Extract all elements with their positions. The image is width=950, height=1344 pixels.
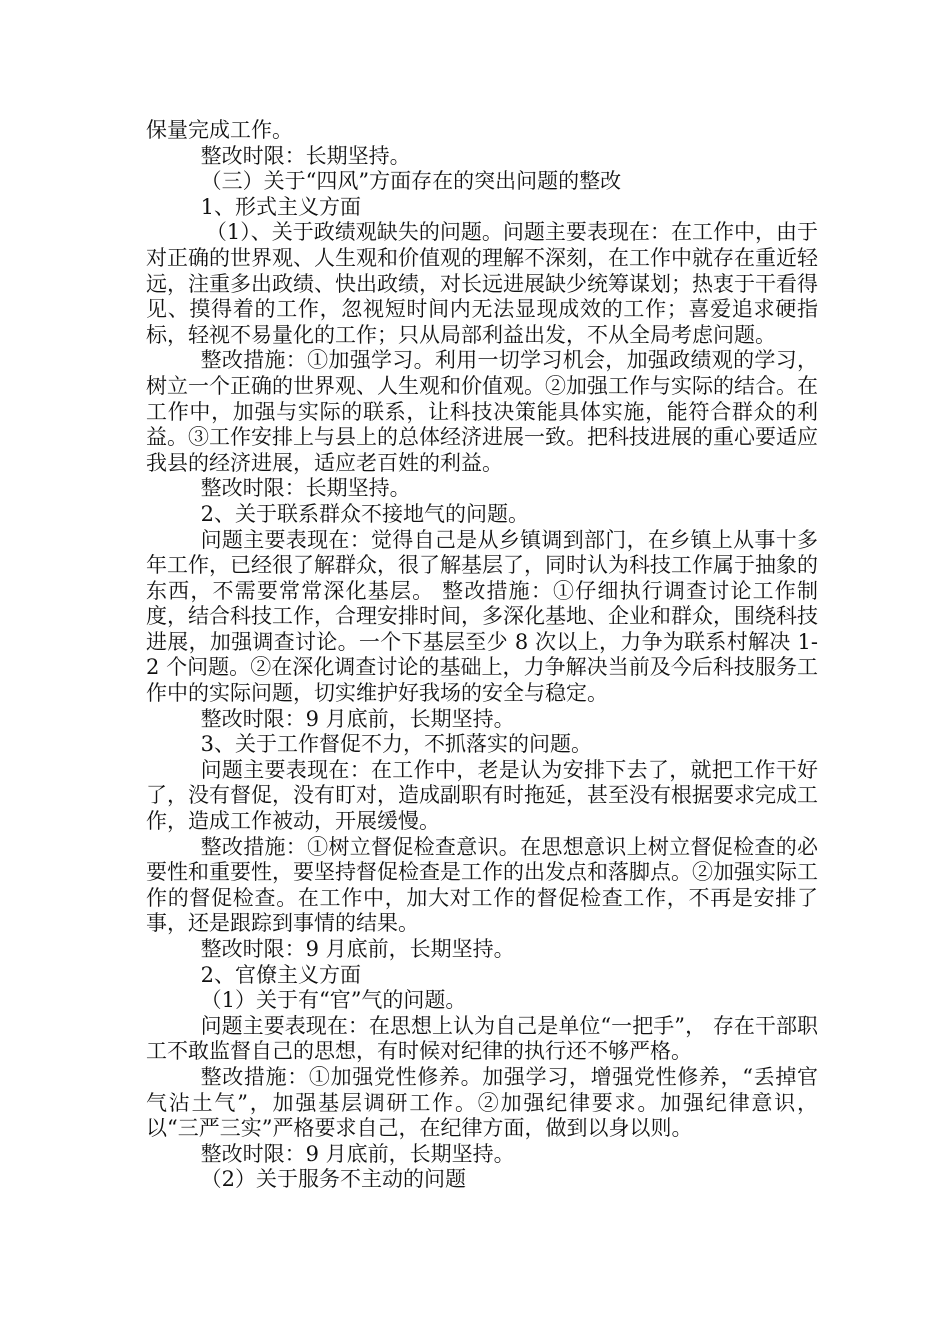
paragraph: （1）、关于政绩观缺失的问题。问题主要表现在：在工作中，由于对正确的世界观、人生观和价值观的理解不深刻，在工作中就存在重近轻远，注重多出政绩、快出政绩，对长远进展缺少统筹谋划；热衷于干看得见、摸得着的工作，忽视短时间内无法显现成效的工作；喜爱追求硬指标，轻视不易量化的工作；只从局部利益出发，不从全局考虑问题。 <box>146 220 818 347</box>
paragraph: 整改时限：9 月底前，长期坚持。 <box>200 706 515 731</box>
subsection-heading: （1）关于有“官”气的问题。 <box>200 988 467 1013</box>
subsection-heading: 1、形式主义方面 <box>200 194 361 219</box>
paragraph: 整改时限：长期坚持。 <box>200 143 411 168</box>
paragraph: 整改措施：①加强学习。利用一切学习机会，加强政绩观的学习，树立一个正确的世界观、人生观和价值观。②加强工作与实际的结合。在工作中，加强与实际的联系，让科技决策能具体实施，能符合群众的利益。③工作安排上与县上的总体经济进展一致。把科技进展的重心要适应我县的经济进展，适应老百姓的利益。 <box>146 348 818 475</box>
section-heading: （三）关于“四风”方面存在的突出问题的整改 <box>200 169 622 194</box>
paragraph: 整改措施：①加强党性修养。加强学习，增强党性修养，“丢掉官气沾土气”，加强基层调研工作。②加强纪律要求。加强纪律意识，以“三严三实”严格要求自己，在纪律方面，做到以身以则。 <box>146 1064 818 1141</box>
paragraph: 整改时限：长期坚持。 <box>200 476 411 501</box>
paragraph: 问题主要表现在：觉得自己是从乡镇调到部门，在乡镇上从事十多年工作，已经很了解群众，很了解基层了，同时认为科技工作属于抽象的东西，不需要常常深化基层。 整改措施：①仔细执行调查讨论工作制度，结合科技工作，合理安排时间，多深化基地、企业和群众，围绕科技进展，加强调查讨论。一个下基层至少 8 次以上，力争为联系村解决 1-2 个问题。②在深化调查讨论的基础上，力争解决当前及今后科技服务工作中的实际问题，切实维护好我场的安全与稳定。 <box>146 527 818 706</box>
document-body <box>146 118 818 1193</box>
paragraph: 整改措施：①树立督促检查意识。在思想意识上树立督促检查的必要性和重要性，要坚持督促检查是工作的出发点和落脚点。②加强实际工作的督促检查。在工作中，加大对工作的督促检查工作，不再是安排了事，还是跟踪到事情的结果。 <box>146 834 818 936</box>
paragraph: 整改时限：9 月底前，长期坚持。 <box>200 1141 515 1166</box>
paragraph: 问题主要表现在：在思想上认为自己是单位“一把手”， 存在干部职工不敢监督自己的思想，有时候对纪律的执行还不够严格。 <box>146 1013 818 1064</box>
subsection-heading: 2、关于联系群众不接地气的问题。 <box>200 501 529 526</box>
paragraph: 保量完成工作。 <box>146 118 293 142</box>
subsection-heading: 3、关于工作督促不力，不抓落实的问题。 <box>200 732 592 757</box>
paragraph: 整改时限：9 月底前，长期坚持。 <box>200 937 515 961</box>
paragraph: 问题主要表现在：在工作中，老是认为安排下去了，就把工作干好了，没有督促，没有盯对，造成副职有时拖延，甚至没有根据要求完成工作，造成工作被动，开展缓慢。 <box>146 757 818 834</box>
subsection-heading: 2、官僚主义方面 <box>200 962 361 987</box>
subsection-heading: （2）关于服务不主动的问题 <box>200 1167 466 1192</box>
